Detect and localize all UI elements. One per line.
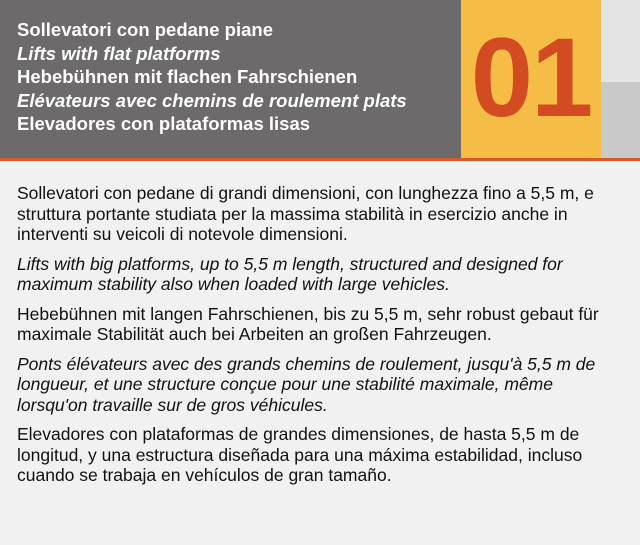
header-side-strip-lower — [601, 82, 640, 158]
description-french: Ponts élévateurs avec des grands chemins de roulement, jusqu'à 5,5 m de longueur, et une structure conçue pour une stabilité maximale, même lorsqu'on travaille sur de gros véhicules. — [17, 353, 596, 415]
title-english: Lifts with flat platforms — [17, 42, 221, 64]
title-german: Hebebühnen mit flachen Fahrschienen — [17, 66, 358, 87]
section-number: 01 — [470, 15, 592, 140]
description-german: Hebebühnen mit langen Fahrschienen, bis zu 5,5 m, sehr robust gebaut für maximale Stabilität auch bei Arbeiten an großen Fahrzeugen. — [17, 303, 599, 344]
title-spanish: Elevadores con plataformas lisas — [17, 113, 311, 134]
title-french: Elévateurs avec chemins de roulement plats — [17, 89, 407, 111]
description-italian: Sollevatori con pedane di grandi dimensioni, con lunghezza fino a 5,5 m, e struttura portante studiata per la massima stabilità in esercizio anche in interventi su veicoli di notevole dimensioni. — [17, 183, 594, 244]
multilingual-title — [17, 18, 457, 136]
description-english: Lifts with big platforms, up to 5,5 m length, structured and designed for maximum stability also when loaded with large vehicles. — [17, 253, 563, 294]
description-spanish: Elevadores con plataformas de grandes dimensiones, de hasta 5,5 m de longitud, y una estructura diseñada para una máxima estabilidad, incluso cuando se trabaja en vehículos de gran tamaño. — [17, 424, 583, 485]
header-divider — [0, 158, 640, 161]
title-italian: Sollevatori con pedane piane — [17, 19, 273, 40]
description-body — [17, 183, 623, 495]
page-header — [0, 0, 640, 158]
